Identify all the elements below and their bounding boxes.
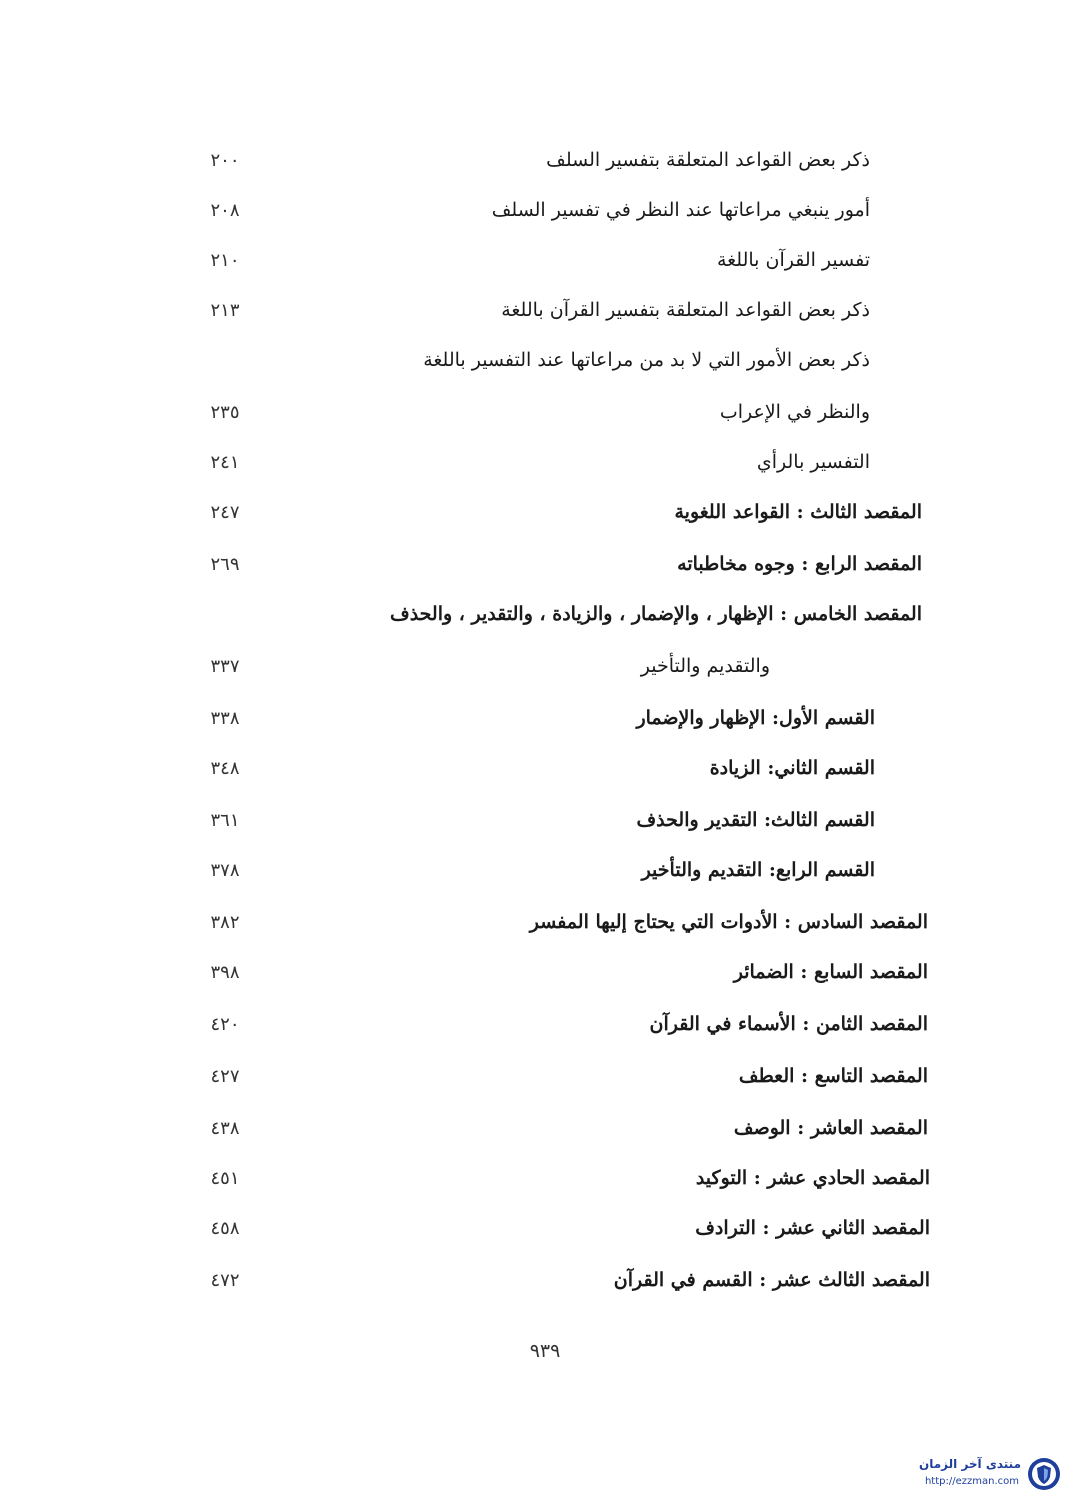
toc-entry-title: القسم الأول: الإظهار والإضمار	[636, 707, 875, 729]
toc-entry-page: ٢٤٧	[210, 502, 240, 523]
toc-entry-title: المقصد الثالث : القواعد اللغوية	[674, 501, 922, 523]
toc-entry-title: ذكر بعض القواعد المتعلقة بتفسير القرآن باللغة	[501, 299, 870, 321]
toc-entry-title: المقصد الخامس : الإظهار ، والإضمار ، والزيادة ، والتقدير ، والحذف	[390, 603, 922, 625]
toc-entry-title: تفسير القرآن باللغة	[716, 249, 870, 271]
toc-entry-title: والنظر في الإعراب	[719, 401, 870, 423]
toc-entry	[170, 190, 930, 230]
toc-entry-page: ٢٠٨	[210, 200, 240, 221]
toc-entry	[170, 800, 930, 840]
toc-entry	[170, 646, 930, 686]
toc-entry-title: المقصد العاشر : الوصف	[733, 1117, 928, 1139]
toc-entry-page: ٣٨٢	[210, 912, 240, 933]
toc-entry	[170, 290, 930, 330]
toc-entry-page: ٤٢٠	[210, 1014, 240, 1035]
watermark-url[interactable]: http://ezzman.com	[924, 1476, 1019, 1487]
toc-entry-page: ٢٠٠	[210, 150, 240, 171]
toc-entry	[170, 952, 930, 992]
toc-entry-page: ٤٥١	[210, 1168, 240, 1189]
toc-entry-title: المقصد التاسع : العطف	[738, 1065, 928, 1087]
toc-entry-title: المقصد السادس : الأدوات التي يحتاج إليها المفسر	[529, 911, 928, 933]
toc-entry	[170, 140, 930, 180]
toc-entry-page: ٤٣٨	[210, 1118, 240, 1139]
toc-entry-page: ٢٤١	[210, 452, 240, 473]
toc-entry	[170, 1004, 930, 1044]
toc-entry-title: المقصد الحادي عشر : التوكيد	[695, 1167, 930, 1189]
toc-entry-page: ٤٢٧	[210, 1066, 240, 1087]
toc-entry	[170, 594, 930, 634]
toc-entry-page: ٢١٣	[210, 300, 240, 321]
toc-entry-title: المقصد الثاني عشر : الترادف	[695, 1217, 930, 1239]
toc-entry-title: المقصد الرابع : وجوه مخاطباته	[677, 553, 922, 575]
toc-entry-page: ٢٦٩	[210, 554, 240, 575]
page-number: ٩٣٩	[529, 1340, 561, 1362]
toc-entry	[170, 1260, 930, 1300]
toc-entry	[170, 748, 930, 788]
toc-entry	[170, 1208, 930, 1248]
toc-entry-title: المقصد السابع : الضمائر	[733, 961, 928, 983]
toc-entry-page: ٣٣٨	[210, 708, 240, 729]
watermark[interactable]	[878, 1455, 1063, 1495]
toc-entry-title: المقصد الثامن : الأسماء في القرآن	[649, 1013, 928, 1035]
toc-entry-page: ٣٩٨	[210, 962, 240, 983]
toc-entry-page: ٣٧٨	[210, 860, 240, 881]
toc-entry-title: المقصد الثالث عشر : القسم في القرآن	[613, 1269, 930, 1291]
toc-entry	[170, 442, 930, 482]
toc-entry-page: ٢٣٥	[210, 402, 240, 423]
toc-entry-title: التفسير بالرأي	[756, 451, 870, 473]
toc-entry-page: ٢١٠	[210, 250, 240, 271]
toc-entry	[170, 340, 930, 380]
toc-entry-page: ٤٥٨	[210, 1218, 240, 1239]
toc-entry	[170, 544, 930, 584]
toc-entry-title: أمور ينبغي مراعاتها عند النظر في تفسير السلف	[491, 199, 870, 221]
toc-entry-page: ٣٣٧	[210, 656, 240, 677]
toc-entry	[170, 392, 930, 432]
toc-entry	[170, 1056, 930, 1096]
toc-entry	[170, 1108, 930, 1148]
toc-entry-title: ذكر بعض الأمور التي لا بد من مراعاتها عند التفسير باللغة	[423, 349, 870, 371]
toc-entry-title: القسم الثالث: التقدير والحذف	[636, 809, 875, 831]
toc-entry	[170, 492, 930, 532]
toc-entry-page: ٣٤٨	[210, 758, 240, 779]
toc-entry-title: ذكر بعض القواعد المتعلقة بتفسير السلف	[546, 149, 870, 171]
toc-entry-title: القسم الرابع: التقديم والتأخير	[641, 859, 875, 881]
toc-entry-title: والتقديم والتأخير	[640, 655, 770, 677]
toc-entry	[170, 850, 930, 890]
toc-entry	[170, 698, 930, 738]
toc-entry	[170, 1158, 930, 1198]
watermark-name: منتدى آخر الزمان	[919, 1457, 1021, 1471]
toc-entry	[170, 902, 930, 942]
shield-logo-icon	[1027, 1457, 1061, 1491]
toc-entry-title: القسم الثاني: الزيادة	[709, 757, 875, 779]
toc-entry-page: ٣٦١	[210, 810, 240, 831]
toc-entry	[170, 240, 930, 280]
toc-entry-page: ٤٧٢	[210, 1270, 240, 1291]
